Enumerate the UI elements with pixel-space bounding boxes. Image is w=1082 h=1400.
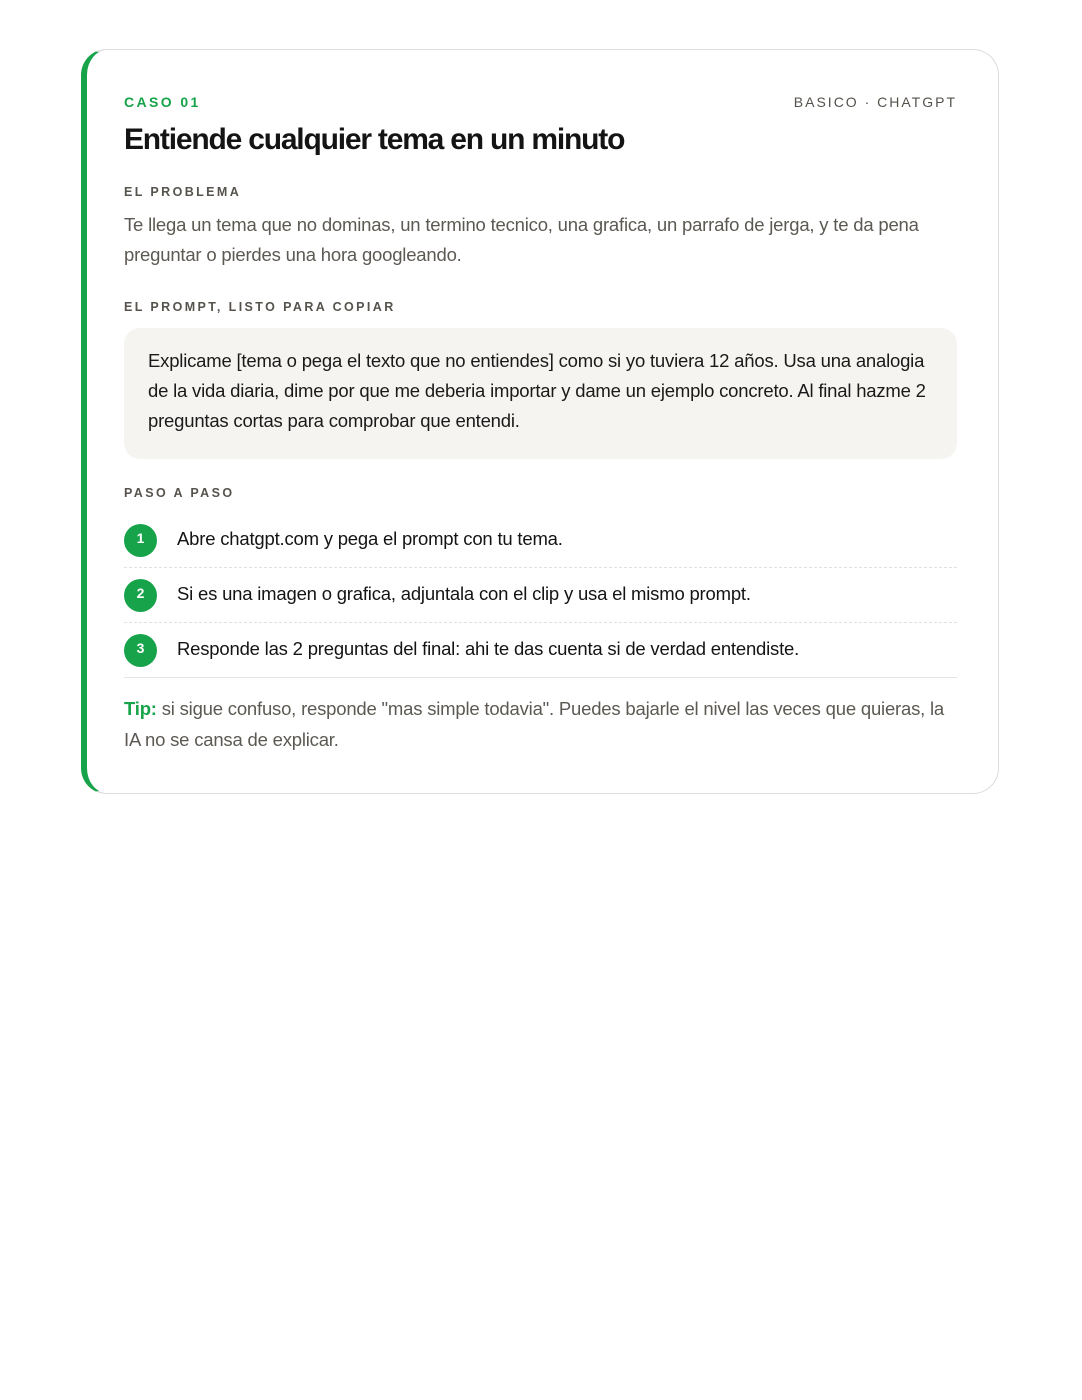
steps-list — [124, 513, 957, 678]
case-card — [81, 49, 999, 794]
step-number-badge: 2 — [124, 579, 157, 612]
tip-paragraph — [124, 693, 957, 755]
category-tag: BASICO · CHATGPT — [793, 94, 957, 110]
step-item — [124, 568, 957, 623]
steps-section-label: PASO A PASO — [124, 486, 235, 500]
step-text: Abre chatgpt.com y pega el prompt con tu tema. — [177, 528, 563, 549]
case-number-label: CASO 01 — [124, 94, 201, 110]
step-number-badge: 3 — [124, 634, 157, 667]
problem-description: Te llega un tema que no dominas, un termino tecnico, una grafica, un parrafo de jerga, y te da pena preguntar o pierdes una hora googleando. — [124, 214, 919, 265]
step-text: Si es una imagen o grafica, adjuntala con el clip y usa el mismo prompt. — [177, 583, 751, 604]
step-item — [124, 623, 957, 678]
card-title: Entiende cualquier tema en un minuto — [124, 123, 625, 156]
problem-section-label: EL PROBLEMA — [124, 185, 242, 199]
tip-text: si sigue confuso, responde "mas simple todavia". Puedes bajarle el nivel las veces que quieras, la IA no se cansa de explicar. — [124, 698, 945, 750]
prompt-box[interactable] — [124, 328, 957, 459]
tip-label: Tip: — [124, 698, 157, 719]
step-text: Responde las 2 preguntas del final: ahi te das cuenta si de verdad entendiste. — [177, 638, 800, 659]
prompt-section-label: EL PROMPT, LISTO PARA COPIAR — [124, 300, 396, 314]
step-number-badge: 1 — [124, 524, 157, 557]
prompt-text[interactable]: Explicame [tema o pega el texto que no entiendes] como si yo tuviera 12 años. Usa una analogia de la vida diaria, dime por que me deberia importar y dame un ejemplo concreto. Al final hazme 2 preguntas cortas para comprobar que entendi. — [148, 350, 926, 431]
step-item — [124, 513, 957, 568]
